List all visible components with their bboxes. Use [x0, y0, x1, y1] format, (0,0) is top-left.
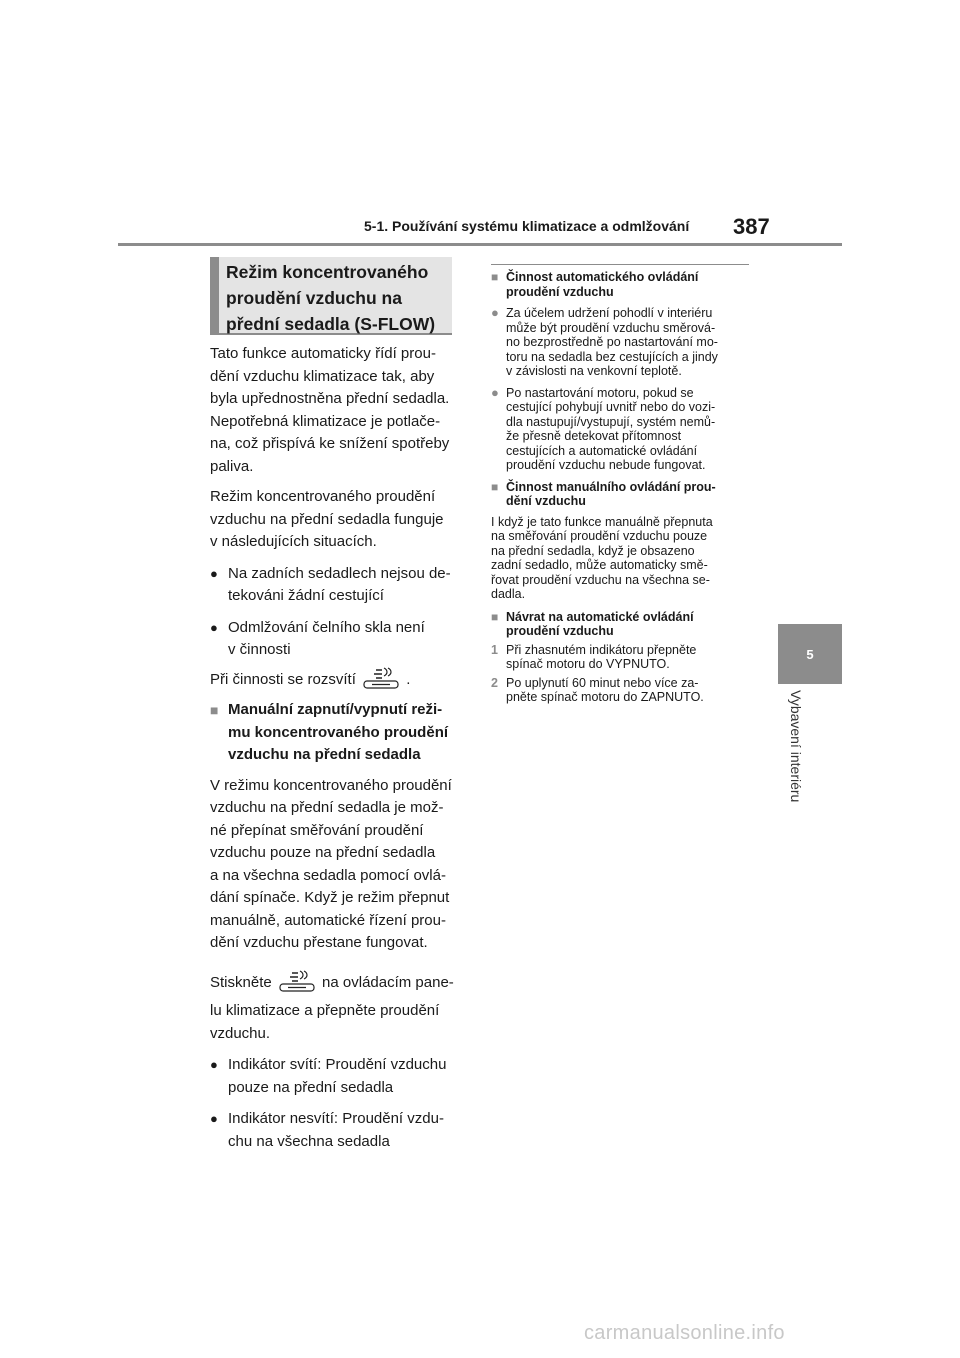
note-heading: ■ Činnost manuálního ovládání prou- dění vzduchu	[491, 479, 716, 508]
bullet-dot-icon: ●	[210, 619, 218, 635]
list-item: ● Odmlžování čelního skla není v činnosti	[210, 617, 468, 662]
indicator-note: Při činnosti se rozsvítí .	[210, 666, 468, 692]
note-heading: ■ Návrat na automatické ovládání proudění vzduchu	[491, 609, 694, 638]
s-flow-indicator-icon	[360, 666, 402, 690]
left-column: Režim koncentrovaného proudění vzduchu na přední sedadla (S-FLOW) Tato funkce automaticky řídí prou- dění vzduchu klimatizace tak, aby byla upřednostněna přední sedadla. Nepotřebná klimatizace je potlače- na, což přispívá ke snížení spotřeby paliva. Režim koncentrovaného proudění vzduchu na přední sedadla funguje v následujících situacích. ● Na zadních sedadlech nejsou de- tekováni žádní cestující ● Odmlžování čelního skla není v činnosti Při činnosti se rozsvítí . ■ Manuální zapnutí/vypnutí reži- mu koncentrovaného proudění vzduchu na přední sedadla V režimu koncentrovaného proudění vzduchu na přední sedadla je mož- né přepínat směřování proudění vzduchu pouze na přední sedadla a na všechna sedadla pomocí ovlá- dání spínače. Když je režim přepnut manuálně, automatické řízení prou- dění vzduchu přestane fungovat. Stiskněte na ovládacím pane- lu klimatizace a přepněte proudění vzduchu. ● Indikátor svítí: Proudění vzduchu pouze na přední sedadla ● Indikátor nesvítí: Proudění vzdu- chu na všechna sedadla	[210, 257, 468, 1153]
square-marker-icon: ■	[491, 479, 499, 494]
note-paragraph: I když je tato funkce manuálně přepnuta na směřování proudění vzduchu pouze na přední sedadla, když je obsazeno zadní sedadlo, může automaticky smě- řovat proudění vzduchu na všechna se- dadla.	[491, 514, 713, 601]
right-column	[491, 264, 753, 705]
page-number: 387	[733, 214, 770, 239]
bullet-dot-icon: ●	[210, 1111, 218, 1126]
list-item: ● Po nastartování motoru, pokud se cestující pohybují uvnitř nebo do vozi- dla nastupují/vystupují, systém nemů- že přesně detekovat přítomnost cestujících a automatické ovládání proudění vzduchu nebude fungovat.	[491, 384, 716, 472]
section-heading: Režim koncentrovaného proudění vzduchu na přední sedadla (S-FLOW)	[210, 257, 452, 335]
intro-paragraph: Tato funkce automaticky řídí prou- dění vzduchu klimatizace tak, aby byla upřednostněna přední sedadla. Nepotřebná klimatizace je potlače- na, což přispívá ke snížení spotřeby paliva.	[210, 345, 450, 475]
list-item: ● Na zadních sedadlech nejsou de- tekováni žádní cestující	[210, 563, 468, 608]
chapter-tab: 5	[778, 624, 842, 684]
press-instruction: Stiskněte na ovládacím pane-	[210, 969, 468, 995]
situations-paragraph: Režim koncentrovaného proudění vzduchu na přední sedadla funguje v následujících situacích.	[210, 488, 444, 550]
bullet-dot-icon: ●	[491, 305, 499, 320]
bullet-dot-icon: ●	[210, 565, 218, 581]
s-flow-button-icon	[276, 969, 318, 993]
bullet-dot-icon: ●	[491, 384, 499, 400]
manual-paragraph: V režimu koncentrovaného proudění vzduchu na přední sedadla je mož- né přepínat směřování proudění vzduchu pouze na přední sedadla a na všechna sedadla pomocí ovlá- dání spínače. Když je režim přepnut manuálně, automatické řízení prou- dění vzduchu přestane fungovat.	[210, 776, 452, 951]
square-marker-icon: ■	[491, 609, 499, 624]
list-item: ● Indikátor svítí: Proudění vzduchu pouze na přední sedadla	[210, 1054, 468, 1099]
chapter-label: Vybavení interiéru	[788, 690, 804, 803]
notes-rule	[491, 264, 749, 265]
step-item: 2 Po uplynutí 60 minut nebo více za- pněte spínač motoru do ZAPNUTO.	[491, 675, 704, 704]
list-item: ● Indikátor nesvítí: Proudění vzdu- chu na všechna sedadla	[210, 1108, 468, 1153]
header-rule	[118, 243, 842, 246]
list-item: ● Za účelem udržení pohodlí v interiéru může být proudění vzduchu směrová- no bezprostředně po nastartování mo- toru na sedadla bez cestujících a jindy v závislosti na venkovní teplotě.	[491, 305, 718, 378]
note-heading: ■ Činnost automatického ovládání proudění vzduchu	[491, 270, 699, 299]
step-item: 1 Při zhasnutém indikátoru přepněte spínač motoru do VYPNUTO.	[491, 642, 697, 671]
square-marker-icon: ■	[210, 702, 219, 718]
bullet-dot-icon: ●	[210, 1057, 218, 1072]
subsection-heading: ■ Manuální zapnutí/vypnutí reži- mu koncentrovaného proudění vzduchu na přední sedadla	[210, 699, 468, 767]
running-header: 5-1. Používání systému klimatizace a odmlžování	[364, 218, 690, 234]
watermark: carmanualsonline.info	[584, 1322, 785, 1344]
square-marker-icon: ■	[491, 270, 499, 284]
